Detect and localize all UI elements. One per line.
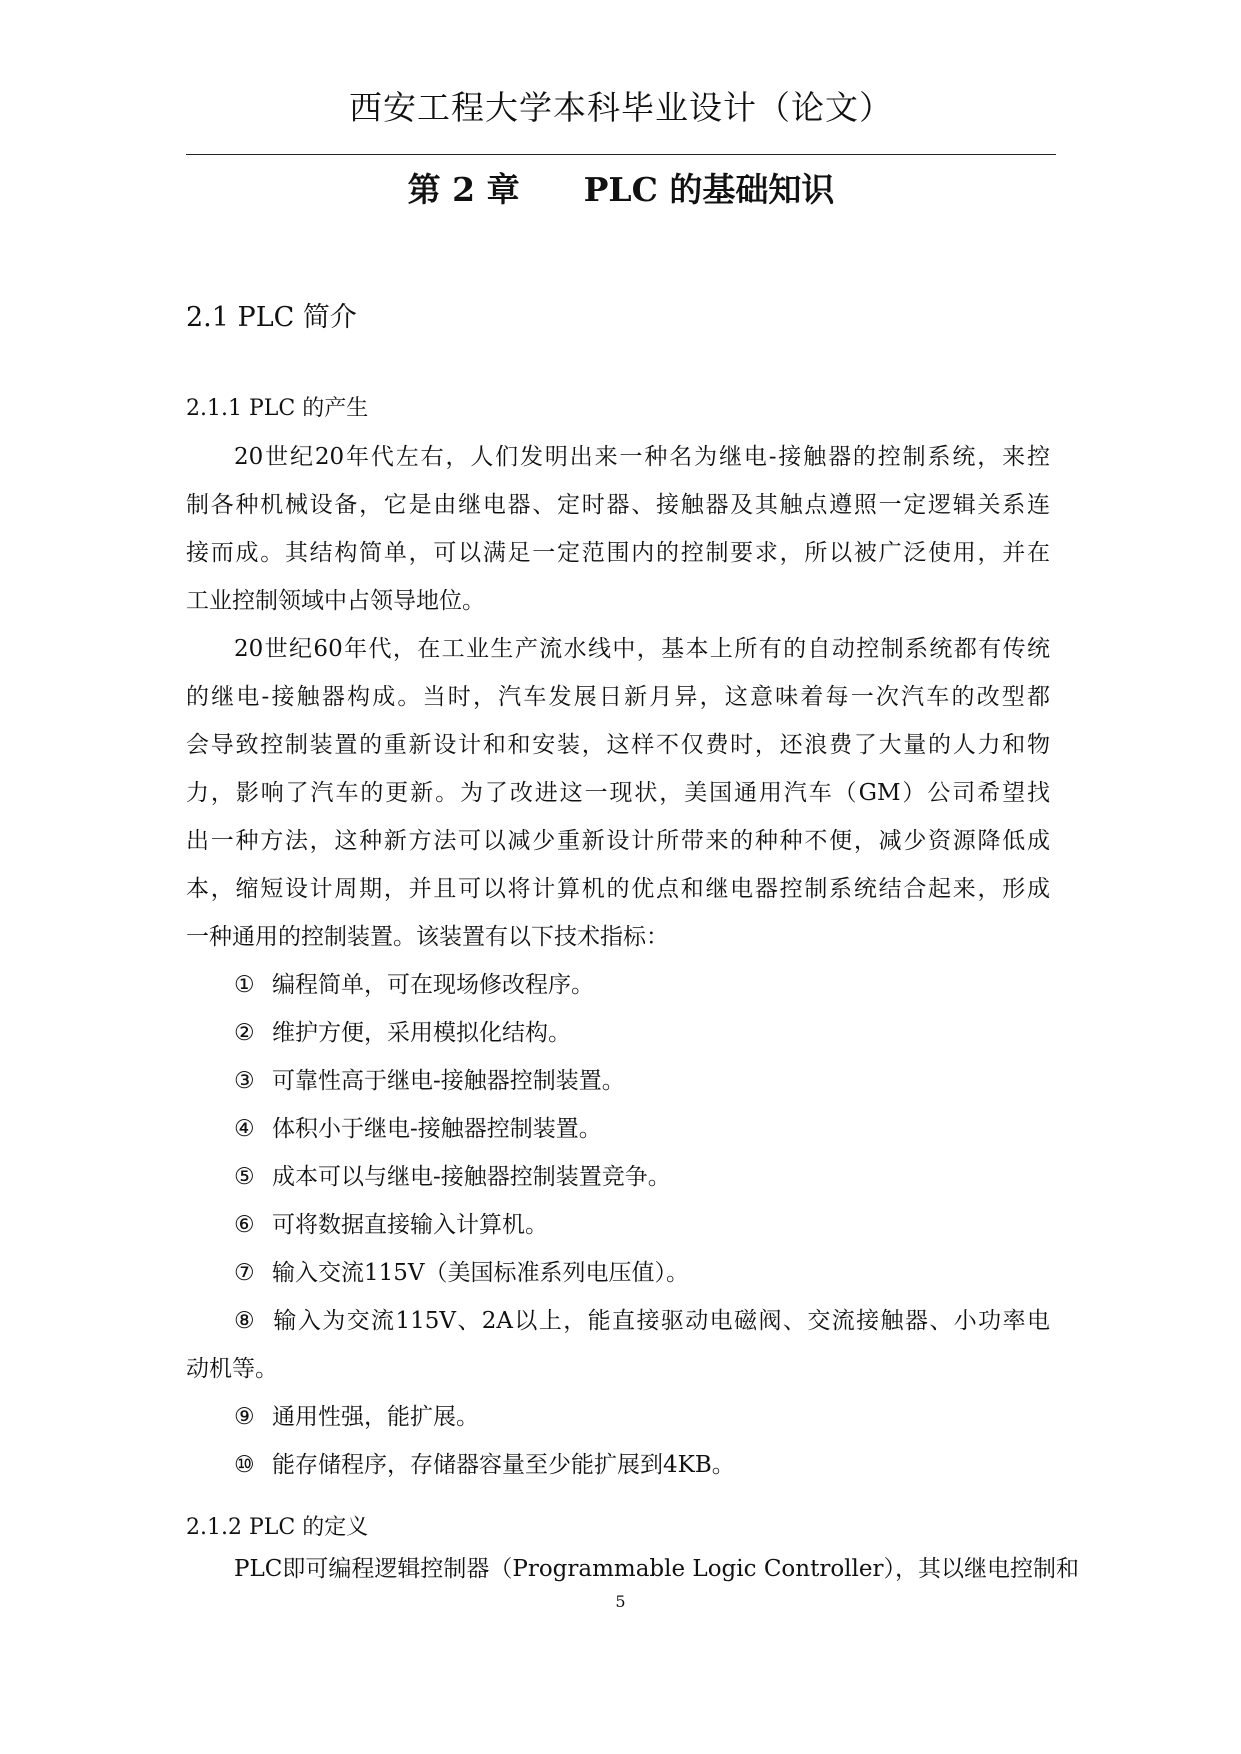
section-heading: 2.1 PLC 简介 bbox=[186, 302, 357, 333]
list-item bbox=[234, 1113, 602, 1145]
paragraph-line: 接而成。其结构简单，可以满足一定范围内的控制要求，所以被广泛使用，并在 bbox=[186, 540, 1050, 566]
list-text: 可靠性高于继电-接触器控制装置。 bbox=[272, 1068, 625, 1094]
chapter-title bbox=[186, 168, 1056, 212]
paragraph-line: PLC即可编程逻辑控制器（Programmable Logic Controller），其以继电控制和 bbox=[234, 1556, 1079, 1582]
list-number: ① bbox=[234, 972, 255, 998]
list-text: 编程简单，可在现场修改程序。 bbox=[272, 972, 594, 998]
list-text: 成本可以与继电-接触器控制装置竞争。 bbox=[272, 1164, 671, 1190]
list-number: ③ bbox=[234, 1068, 255, 1094]
list-number: ⑦ bbox=[234, 1260, 255, 1286]
list-item bbox=[234, 1209, 548, 1241]
list-text: 输入交流115V（美国标准系列电压值）。 bbox=[272, 1260, 690, 1286]
list-text: 维护方便，采用模拟化结构。 bbox=[272, 1020, 571, 1046]
list-text: 体积小于继电-接触器控制装置。 bbox=[272, 1116, 602, 1142]
paragraph-line: 制各种机械设备，它是由继电器、定时器、接触器及其触点遵照一定逻辑关系连 bbox=[186, 492, 1050, 518]
running-header: 西安工程大学本科毕业设计（论文） bbox=[349, 88, 893, 127]
list-text: 能存储程序，存储器容量至少能扩展到4KB。 bbox=[272, 1452, 735, 1478]
chapter-name: PLC 的基础知识 bbox=[583, 170, 835, 209]
list-item bbox=[234, 1401, 479, 1433]
list-number: ④ bbox=[234, 1116, 255, 1142]
paragraph-line: 工业控制领域中占领导地位。 bbox=[186, 588, 485, 614]
paragraph-line: 出一种方法，这种新方法可以减少重新设计所带来的种种不便，减少资源降低成 bbox=[186, 828, 1050, 854]
paragraph-line: 力，影响了汽车的更新。为了改进这一现状，美国通用汽车（GM）公司希望找 bbox=[186, 780, 1050, 806]
paragraph-line: 一种通用的控制装置。该装置有以下技术指标： bbox=[186, 924, 669, 950]
paragraph-line: 本，缩短设计周期，并且可以将计算机的优点和继电器控制系统结合起来，形成 bbox=[186, 876, 1050, 902]
list-item bbox=[234, 1449, 735, 1481]
subsection-heading: 2.1.2 PLC 的定义 bbox=[186, 1515, 369, 1540]
list-item-continuation: 动机等。 bbox=[186, 1356, 278, 1382]
list-number: ② bbox=[234, 1020, 255, 1046]
chapter-number: 第 2 章 bbox=[407, 170, 520, 209]
list-item bbox=[234, 969, 594, 1001]
list-number: ⑥ bbox=[234, 1212, 255, 1238]
list-item bbox=[234, 1257, 689, 1289]
paragraph-line: 20世纪60年代，在工业生产流水线中，基本上所有的自动控制系统都有传统 bbox=[234, 636, 1050, 662]
paragraph-line: 会导致控制装置的重新设计和和安装，这样不仅费时，还浪费了大量的人力和物 bbox=[186, 732, 1050, 758]
list-number: ⑧ bbox=[234, 1308, 255, 1334]
list-number: ⑤ bbox=[234, 1164, 255, 1190]
list-text: 可将数据直接输入计算机。 bbox=[272, 1212, 548, 1238]
paragraph-line: 的继电-接触器构成。当时，汽车发展日新月异，这意味着每一次汽车的改型都 bbox=[186, 684, 1050, 710]
list-text: 通用性强，能扩展。 bbox=[272, 1404, 479, 1430]
list-item bbox=[234, 1161, 671, 1193]
paragraph-line: 20世纪20年代左右，人们发明出来一种名为继电-接触器的控制系统，来控 bbox=[234, 444, 1050, 470]
list-number: ⑨ bbox=[234, 1404, 255, 1430]
list-text: 输入为交流115V、2A以上，能直接驱动电磁阀、交流接触器、小功率电 bbox=[272, 1308, 1050, 1334]
list-item bbox=[234, 1065, 625, 1097]
header-rule bbox=[186, 154, 1056, 155]
subsection-heading: 2.1.1 PLC 的产生 bbox=[186, 396, 369, 421]
list-item bbox=[234, 1305, 1050, 1337]
list-item bbox=[234, 1017, 571, 1049]
page-number: 5 bbox=[615, 1592, 626, 1611]
list-number: ⑩ bbox=[234, 1452, 255, 1478]
